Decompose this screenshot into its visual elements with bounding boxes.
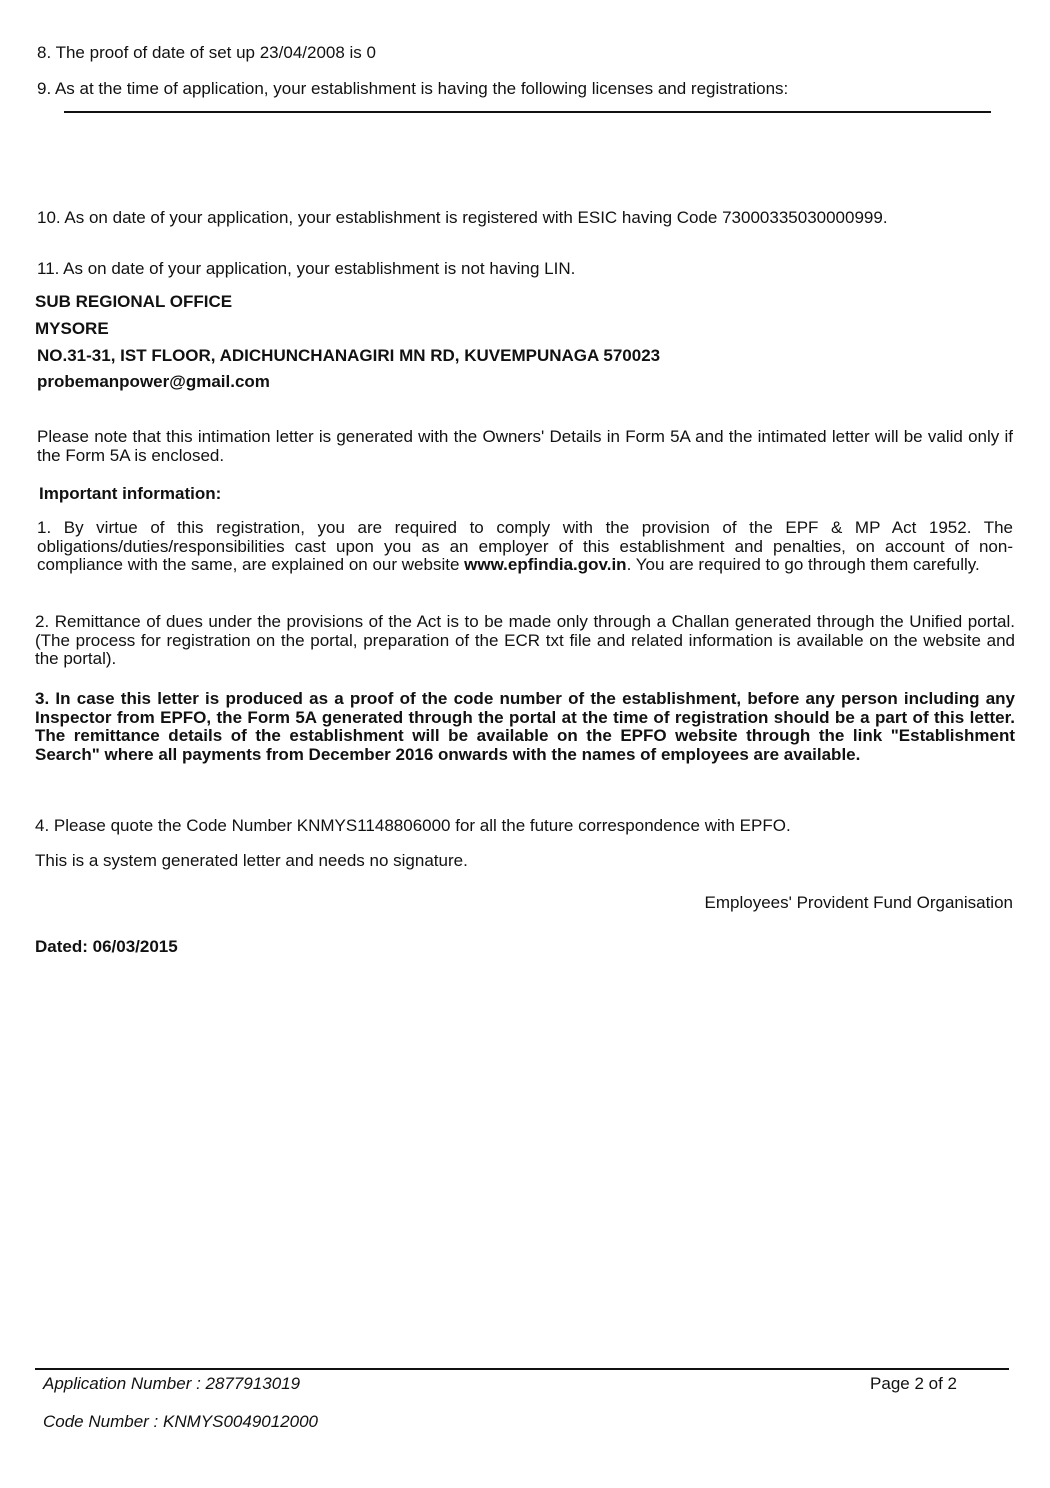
epfo-website-link[interactable]: www.epfindia.gov.in	[464, 555, 627, 575]
office-email: probemanpower@gmail.com	[37, 372, 270, 391]
office-address: NO.31-31, IST FLOOR, ADICHUNCHANAGIRI MN RD, KUVEMPUNAGA 570023	[37, 346, 661, 365]
important-point-4: 4. Please quote the Code Number KNMYS1148806000 for all the future correspondence with EPFO.	[35, 816, 791, 835]
item-11-lin: 11. As on date of your application, your establishment is not having LIN.	[37, 259, 576, 278]
form-5a-note: Please note that this intimation letter is generated with the Owners' Details in Form 5A and the intimated letter will be valid only if the Form 5A is enclosed.	[37, 427, 1013, 465]
point-1-text: 1. By virtue of this registration, you are required to comply with the provision of the EPF & MP Act 1952. The obligations/duties/responsibilities cast upon you as an employer of this establishment and penalties, on account of non-compliance with the same, are explained on our website	[37, 518, 1013, 575]
important-point-1	[37, 519, 1013, 575]
application-number: Application Number : 2877913019	[43, 1374, 301, 1393]
office-city: MYSORE	[35, 319, 109, 338]
footer-divider	[35, 1368, 1009, 1370]
licenses-divider	[64, 111, 991, 113]
item-10-esic: 10. As on date of your application, your establishment is registered with ESIC having Code 73000335030000999.	[37, 208, 888, 227]
important-point-2: 2. Remittance of dues under the provisions of the Act is to be made only through a Challan generated through the Unified portal. (The process for registration on the portal, preparation of the ECR txt file and related information is available on the website and the portal).	[35, 612, 1015, 669]
point-1-text-end: . You are required to go through them carefully.	[626, 555, 980, 575]
page-indicator: Page 2 of 2	[870, 1374, 957, 1393]
important-heading: Important information:	[39, 484, 222, 503]
dated-line: Dated: 06/03/2015	[35, 937, 178, 956]
organisation-name: Employees' Provident Fund Organisation	[704, 893, 1013, 912]
code-number: Code Number : KNMYS0049012000	[43, 1412, 318, 1431]
office-name: SUB REGIONAL OFFICE	[35, 292, 233, 311]
important-point-3: 3. In case this letter is produced as a proof of the code number of the establishment, before any person including any Inspector from EPFO, the Form 5A generated through the portal at the time of registration should be a part of this letter. The remittance details of the establishment will be available on the EPFO website through the link "Establishment Search" where all payments from December 2016 onwards with the names of employees are available.	[35, 689, 1015, 765]
item-8-proof-of-date: 8. The proof of date of set up 23/04/2008 is 0	[37, 43, 376, 62]
system-generated-note: This is a system generated letter and needs no signature.	[35, 851, 468, 870]
item-9-licenses: 9. As at the time of application, your establishment is having the following licenses and registrations:	[37, 79, 789, 98]
